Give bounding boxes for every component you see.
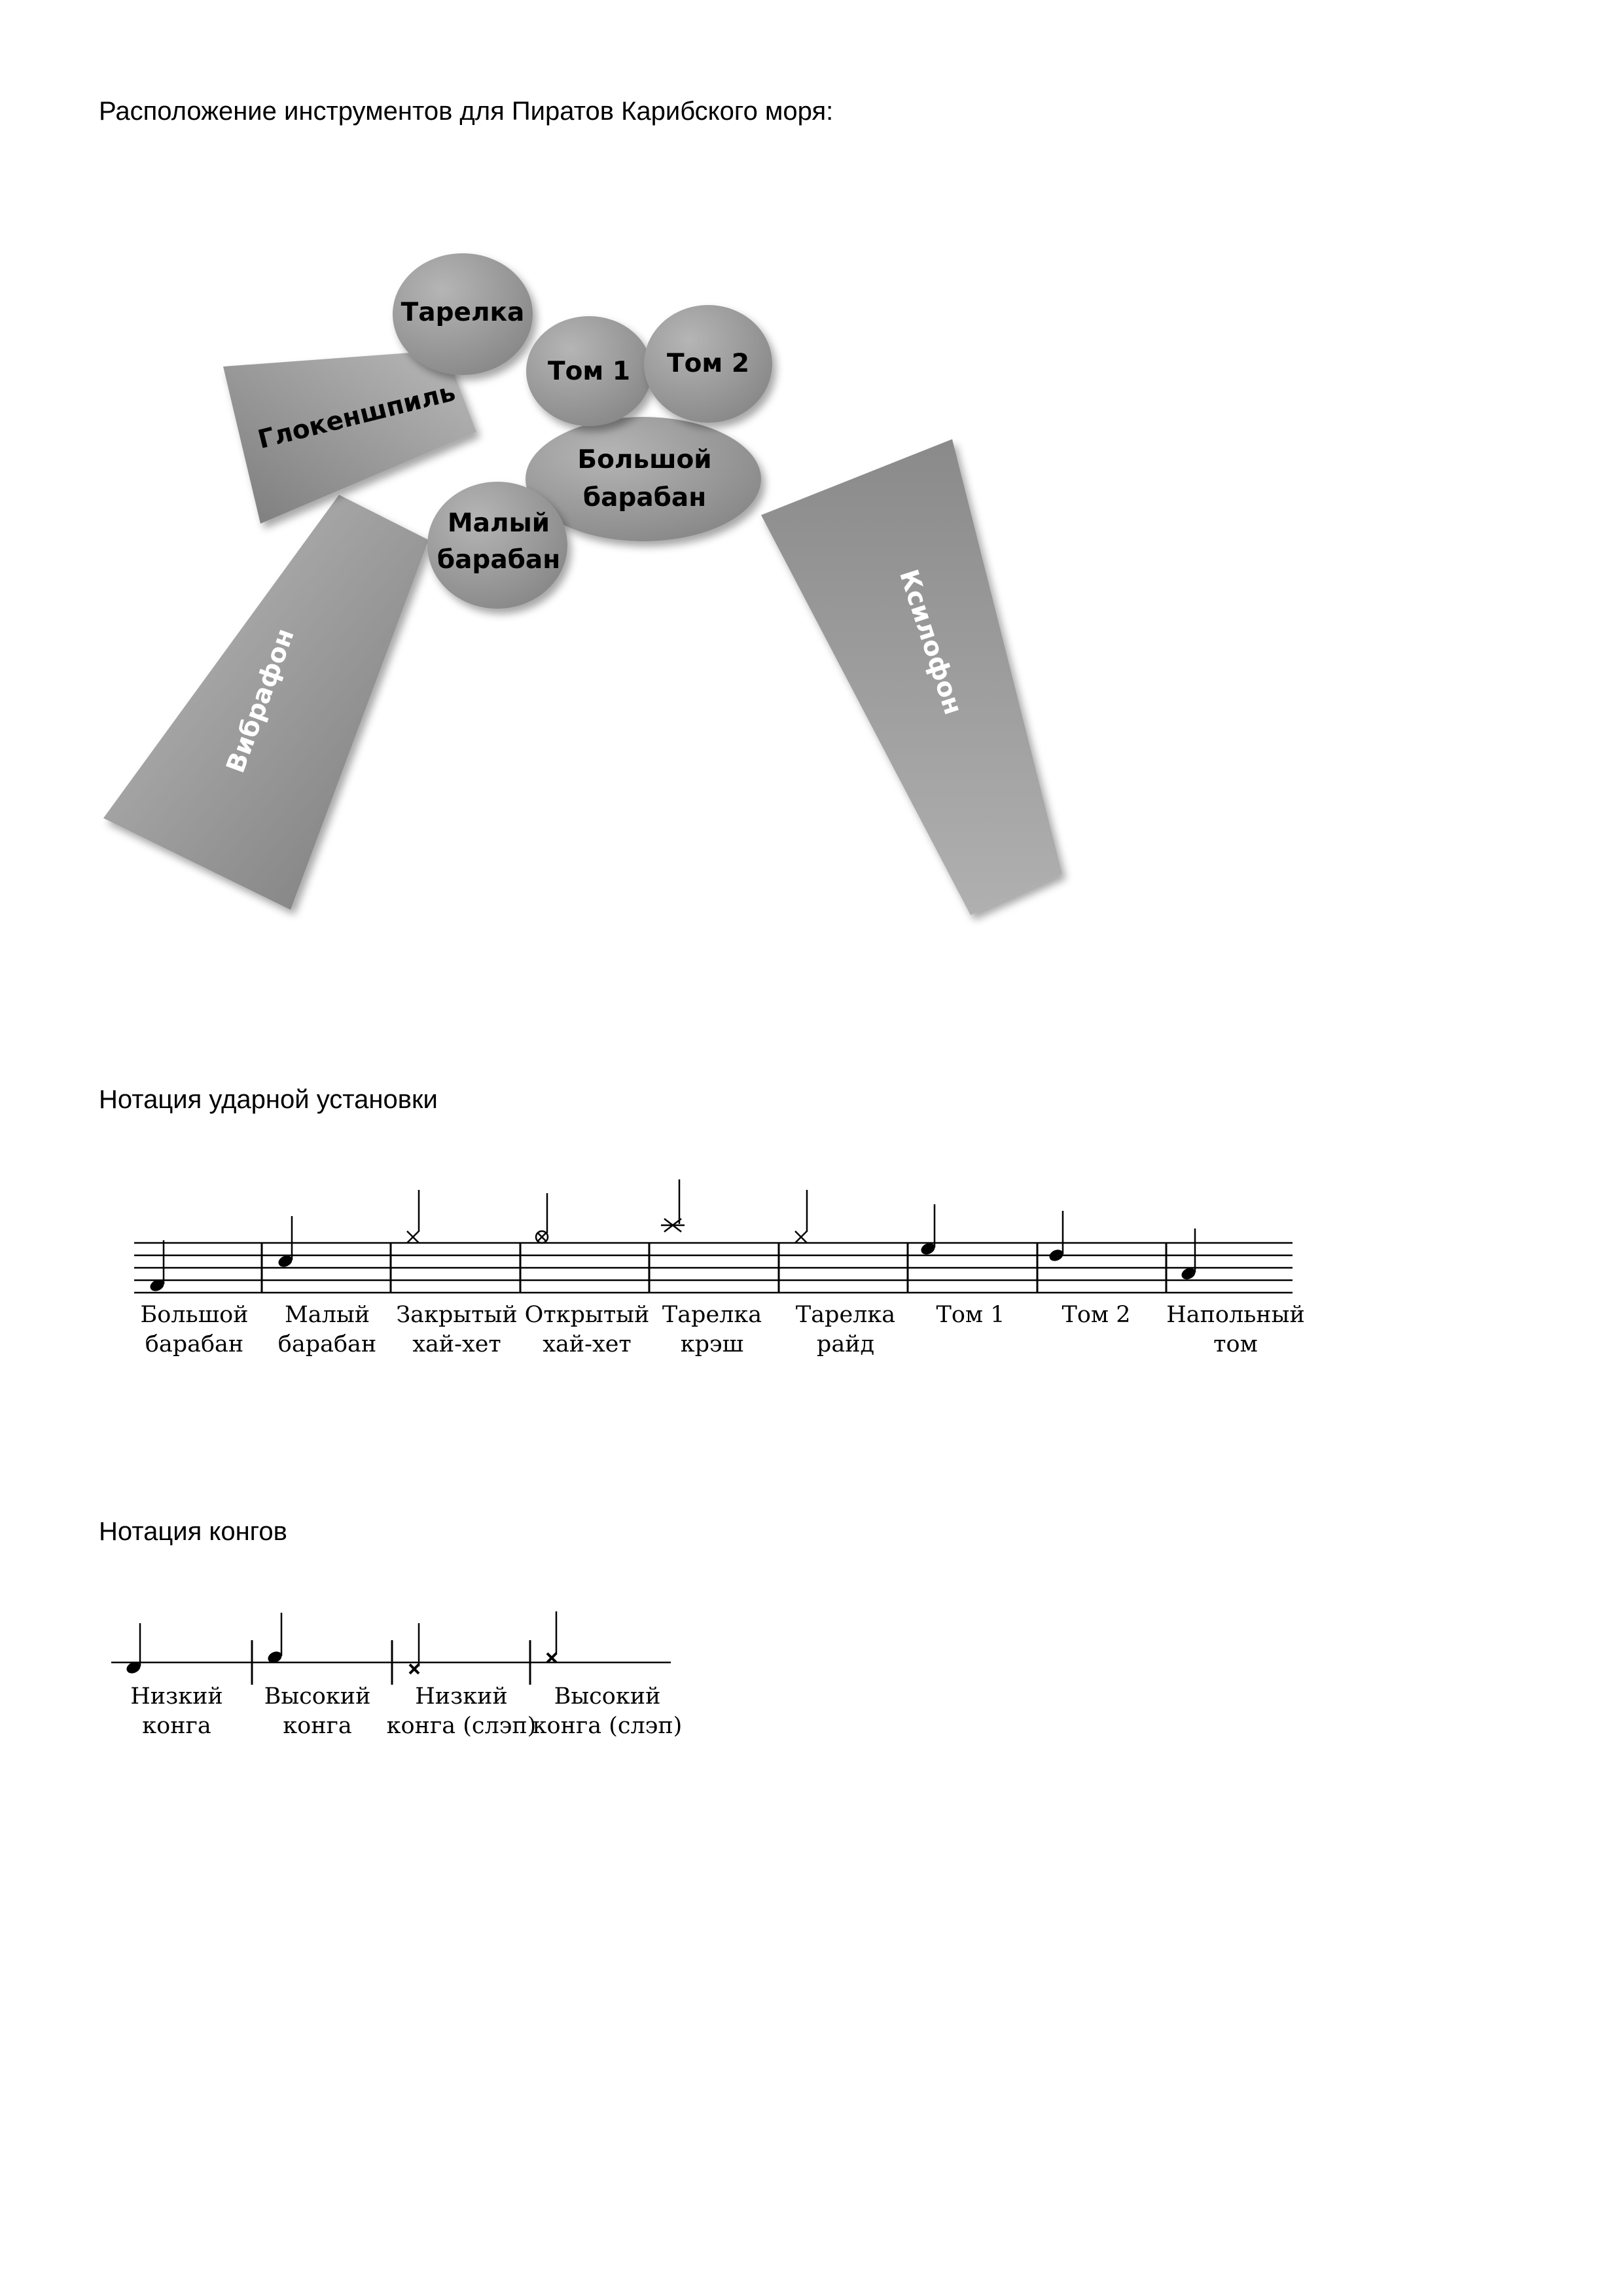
cymbal-shape [393,253,533,375]
notation-label: барабан [277,1331,377,1357]
vibraphone-label: Вибрафон [221,624,300,777]
tom2-note [1048,1211,1065,1263]
notation-label: хай-хет [543,1331,632,1357]
notation-label: Открытый [524,1302,650,1328]
notation-label: Тарелка [795,1302,896,1328]
bass-drum-note [149,1240,166,1293]
xylophone-label: Ксилофон [893,565,968,719]
staff-lines [134,1243,1293,1293]
notation-label: Низкий [130,1683,223,1710]
tom2-label: Том 2 [667,349,749,378]
high-conga-slap-note [547,1611,556,1662]
notation-label: Малый [284,1302,370,1328]
notation-label: Закрытый [396,1302,518,1328]
crash-cymbal-note [661,1179,685,1232]
conga-notation-staff [0,1610,1623,1761]
notation-label: крэш [680,1331,744,1357]
drum-notation-heading: Нотация ударной установки [99,1085,438,1114]
high-conga-note [266,1613,284,1665]
notation-label: конга (слэп) [532,1713,683,1739]
bass-drum-label-line2: барабан [582,483,707,512]
tom2-shape [644,305,772,423]
notation-label: Высокий [264,1683,371,1710]
glockenspiel-label: Глокеншпиль [255,377,459,456]
notation-label: барабан [145,1331,244,1357]
layout-heading: Расположение инструментов для Пиратов Карибского моря: [99,97,834,126]
notation-label: Напольный [1166,1302,1305,1328]
low-conga-note [125,1623,143,1676]
notation-label: Низкий [415,1683,508,1710]
cymbal-label: Тарелка [401,298,525,327]
open-hihat-note [536,1193,548,1243]
notation-label: райд [816,1331,875,1357]
conga-notation-heading: Нотация конгов [99,1517,287,1546]
closed-hihat-note [407,1190,419,1243]
glockenspiel-shape [223,350,476,524]
notation-label: Том 1 [936,1302,1005,1328]
conga-notation-labels [130,1683,682,1739]
ride-cymbal-note [795,1190,807,1243]
low-conga-slap-note [410,1623,419,1674]
notation-label: Том 2 [1061,1302,1131,1328]
bass-drum-label-line1: Большой [577,445,712,475]
xylophone-shape [761,439,1062,915]
tom1-shape [526,316,652,426]
snare-label-line2: барабан [437,545,561,575]
tom1-note [919,1204,937,1257]
vibraphone-shape [103,495,429,910]
notation-label: Высокий [554,1683,661,1710]
tom1-label: Том 1 [548,357,630,386]
notation-label: конга (слэп) [386,1713,537,1739]
instrument-layout-diagram [0,0,1623,982]
notation-label: Тарелка [662,1302,762,1328]
notation-label: конга [283,1713,352,1739]
snare-shape [427,482,567,609]
notation-label: Большой [140,1302,249,1328]
drum-notation-staff [0,1178,1623,1374]
notation-label: том [1213,1331,1258,1357]
notation-label: конга [142,1713,211,1739]
snare-label-line1: Малый [447,509,550,538]
drum-notation-labels [140,1302,1304,1357]
notation-label: хай-хет [412,1331,501,1357]
